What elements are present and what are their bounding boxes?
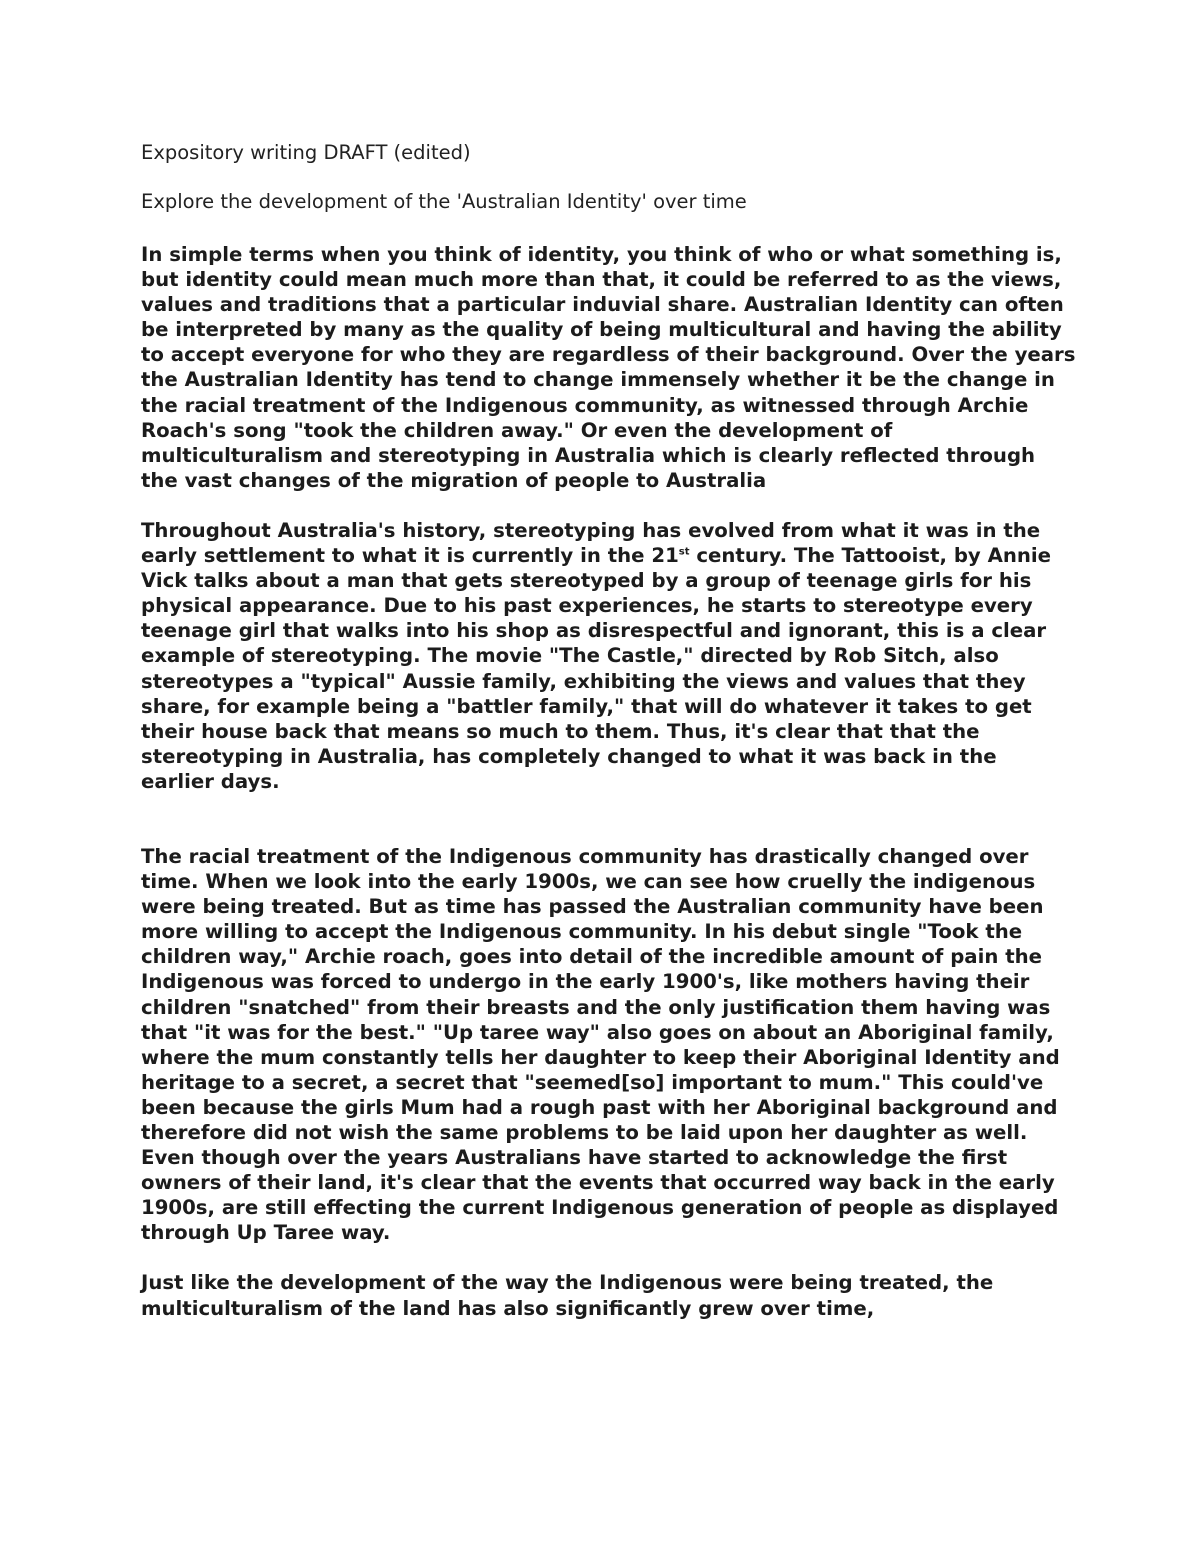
document-title: Expository writing DRAFT (edited) <box>141 141 471 164</box>
paragraph-indigenous: The racial treatment of the Indigenous community has drastically changed over time. When we look into the early 1900s, we can see how cruelly the indigenous were being treated. But as time has passed the Australian community have been more willing to accept the Indigenous community. In his debut single "Took the children way," Archie roach, goes into detail of the incredible amount of pain the Indigenous was forced to undergo in the early 1900's, like mothers having their children "snatched" from their breasts and the only justification them having was that "it was for the best." "Up taree way" also goes on about an Aboriginal family, where the mum constantly tells her daughter to keep their Aboriginal Identity and heritage to a secret, a secret that "seemed[so] important to mum." This could've been because the girls Mum had a rough past with her Aboriginal background and therefore did not wish the same problems to be laid upon her daughter as well. Even though over the years Australians have started to acknowledge the first owners of their land, it's clear that the events that occurred way back in the early 1900s, are still effecting the current Indigenous generation of people as displayed through Up Taree way. <box>141 844 1060 1245</box>
essay-prompt: Explore the development of the 'Australian Identity' over time <box>141 190 747 213</box>
paragraph-stereotyping <box>141 518 1076 794</box>
paragraph-stereotyping-after: century. The Tattooist, by Annie Vick talks about a man that gets stereotyped by a group of teenage girls for his physical appearance. Due to his past experiences, he starts to stereotype every teenage girl that walks into his shop as disrespectful and ignorant, this is a clear example of stereotyping. The movie "The Castle," directed by Rob Sitch, also stereotypes a "typical" Aussie family, exhibiting the views and values that they share, for example being a "battler family," that will do whatever it takes to get their house back that means so much to them. Thus, it's clear that that the stereotyping in Australia, has completely changed to what it was back in the earlier days. <box>141 544 1051 793</box>
paragraph-multiculturalism: Just like the development of the way the Indigenous were being treated, the multiculturalism of the land has also significantly grew over time, <box>141 1271 994 1320</box>
paragraph-intro: In simple terms when you think of identity, you think of who or what something is, but identity could mean much more than that, it could be referred to as the views, values and traditions that a particular induvial share. Australian Identity can often be interpreted by many as the quality of being multicultural and having the ability to accept everyone for who they are regardless of their background. Over the years the Australian Identity has tend to change immensely whether it be the change in the racial treatment of the Indigenous community, as witnessed through Archie Roach's song "took the children away." Or even the development of multiculturalism and stereotyping in Australia which is clearly reflected through the vast changes of the migration of people to Australia <box>141 243 1076 492</box>
document-page <box>141 140 1076 1321</box>
ordinal-suffix: st <box>678 546 690 558</box>
paragraph-stereotyping-before: Throughout Australia's history, stereotyping has evolved from what it was in the early settlement to what it is currently in the 21 <box>141 518 1041 568</box>
